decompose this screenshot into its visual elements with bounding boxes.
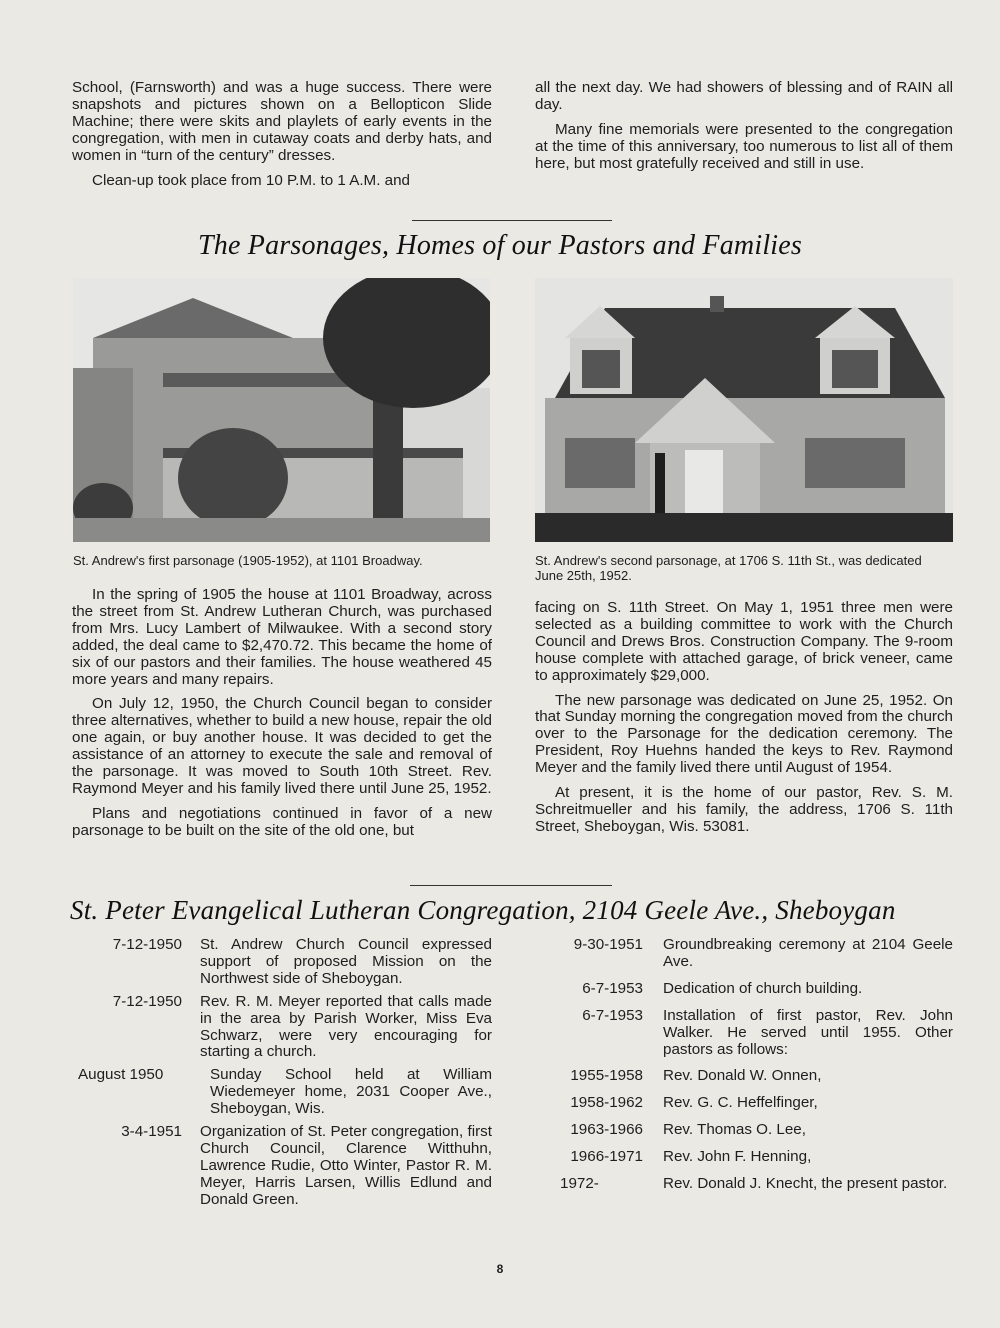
timeline-entry	[545, 1149, 953, 1166]
timeline-entry	[545, 1068, 953, 1085]
timeline-entry	[545, 1095, 953, 1112]
timeline-text: Rev. John F. Henning,	[663, 1148, 812, 1166]
timeline-date: 7-12-1950	[112, 936, 182, 953]
top-right-column	[535, 80, 953, 181]
timeline-entry	[545, 981, 953, 998]
photo-first-parsonage	[73, 278, 490, 542]
paragraph: all the next day. We had showers of blessing and of RAIN all day.	[535, 79, 953, 113]
timeline-right	[545, 937, 953, 1203]
timeline-text: Rev. Donald J. Knecht, the present pastor.	[663, 1175, 948, 1193]
paragraph: School, (Farnsworth) and was a huge success. There were snapshots and pictures shown on a Bellopticon Slide Machine; there were skits and playlets of early events in the congregation, with men in cutaway coats and derby hats, and women in “turn of the century” dresses.	[72, 79, 492, 164]
timeline-entry	[70, 1124, 492, 1209]
timeline-text: Rev. Donald W. Onnen,	[663, 1067, 822, 1085]
timeline-text: Rev. R. M. Meyer reported that calls made in the area by Parish Worker, Miss Eva Schwarz, were very encouraging for starting a church.	[200, 992, 492, 1061]
timeline-entry	[545, 1008, 953, 1059]
timeline-date: August 1950	[78, 1066, 164, 1084]
timeline-date: 1958-1962	[570, 1094, 643, 1112]
paragraph: At present, it is the home of our pastor, Rev. S. M. Schreitmueller and his family, the address, 1706 S. 11th Street, Sheboygan, Wis. 53081.	[535, 784, 953, 835]
paragraph: The new parsonage was dedicated on June 25, 1952. On that Sunday morning the congregation moved from the church over to the Parsonage for the dedication ceremony. The President, Roy Huehns handed the keys to Rev. Raymond Meyer and the family lived there until August of 1954.	[535, 691, 953, 777]
photo-caption: St. Andrew's second parsonage, at 1706 S. 11th St., was dedicated June 25th, 1952.	[535, 553, 922, 583]
timeline-entry	[545, 1122, 953, 1139]
paragraph: On July 12, 1950, the Church Council began to consider three alternatives, whether to build a new house, repair the old one again, or buy another house. It was decided to get the assistance of an attorney to execute the sale and removal of the parsonage. It was moved to South 10th Street. Rev. Raymond Meyer and his family lived there until June 25, 1952.	[72, 695, 492, 797]
timeline-entry	[70, 1067, 492, 1118]
timeline-entry	[70, 937, 492, 988]
timeline-date: 6-7-1953	[582, 1006, 643, 1024]
timeline-text: Rev. G. C. Heffelfinger,	[663, 1094, 818, 1112]
timeline-date: 7-12-1950	[112, 992, 182, 1010]
photo-caption: St. Andrew's first parsonage (1905-1952), at 1101 Broadway.	[73, 553, 423, 568]
timeline-text: Organization of St. Peter congregation, first Church Council, Clarence Witthuhn, Lawrence Rudie, Otto Winter, Pastor R. M. Meyer, Harris Larsen, Willis Edlund and Donald Green.	[200, 1123, 492, 1208]
timeline-date: 1972-	[560, 1175, 599, 1193]
paragraph: Plans and negotiations continued in favor of a new parsonage to be built on the site of the old one, but	[72, 804, 492, 839]
divider	[410, 885, 612, 886]
section-title-st-peter: St. Peter Evangelical Lutheran Congregation, 2104 Geele Ave., Sheboygan	[70, 895, 896, 925]
timeline-entry	[70, 994, 492, 1062]
timeline-date: 1963-1966	[570, 1121, 643, 1139]
timeline-date: 3-4-1951	[121, 1123, 182, 1141]
timeline-date: 9-30-1951	[573, 936, 643, 953]
divider	[412, 220, 612, 221]
timeline-date: 1966-1971	[570, 1148, 643, 1166]
timeline-date: 1955-1958	[570, 1067, 643, 1085]
timeline-entry	[545, 937, 953, 971]
timeline-text: Dedication of church building.	[663, 979, 863, 997]
paragraph: facing on S. 11th Street. On May 1, 1951 three men were selected as a building committee to work with the Church Council and Drews Bros. Construction Company. The 9-room house complete with attached garage, of brick veneer, came to approximately $29,000.	[535, 599, 953, 684]
paragraph: In the spring of 1905 the house at 1101 Broadway, across the street from St. Andrew Lutheran Church, was purchased from Mrs. Lucy Lambert of Milwaukee. With a second story added, the deal came to $2,470.72. This became the home of six of our pastors and their families. The house weathered 45 more years and many repairs.	[72, 586, 492, 688]
timeline-entry	[545, 1176, 953, 1193]
timeline-text: Sunday School held at William Wiedemeyer home, 2031 Cooper Ave., Sheboygan, Wis.	[210, 1066, 492, 1118]
timeline-text: Rev. Thomas O. Lee,	[663, 1121, 806, 1139]
timeline-date: 6-7-1953	[582, 979, 643, 997]
paragraph: Many fine memorials were presented to the congregation at the time of this anniversary, too numerous to list all of them here, but most gratefully received and still in use.	[535, 120, 953, 172]
timeline-left	[70, 937, 492, 1215]
page-number: 8	[496, 1262, 504, 1276]
parsonage-right-column	[535, 600, 953, 844]
top-left-column	[72, 80, 492, 197]
photo-second-parsonage	[535, 278, 953, 542]
timeline-text: Groundbreaking ceremony at 2104 Geele Ave.	[663, 936, 953, 970]
paragraph: Clean-up took place from 10 P.M. to 1 A.M. and	[92, 171, 410, 189]
section-title-parsonages: The Parsonages, Homes of our Pastors and Families	[197, 230, 803, 261]
parsonage-left-column	[72, 587, 492, 848]
timeline-text: St. Andrew Church Council expressed support of proposed Mission on the Northwest side of Sheboygan.	[200, 936, 492, 987]
timeline-text: Installation of first pastor, Rev. John Walker. He served until 1955. Other pastors as follows:	[663, 1006, 953, 1058]
